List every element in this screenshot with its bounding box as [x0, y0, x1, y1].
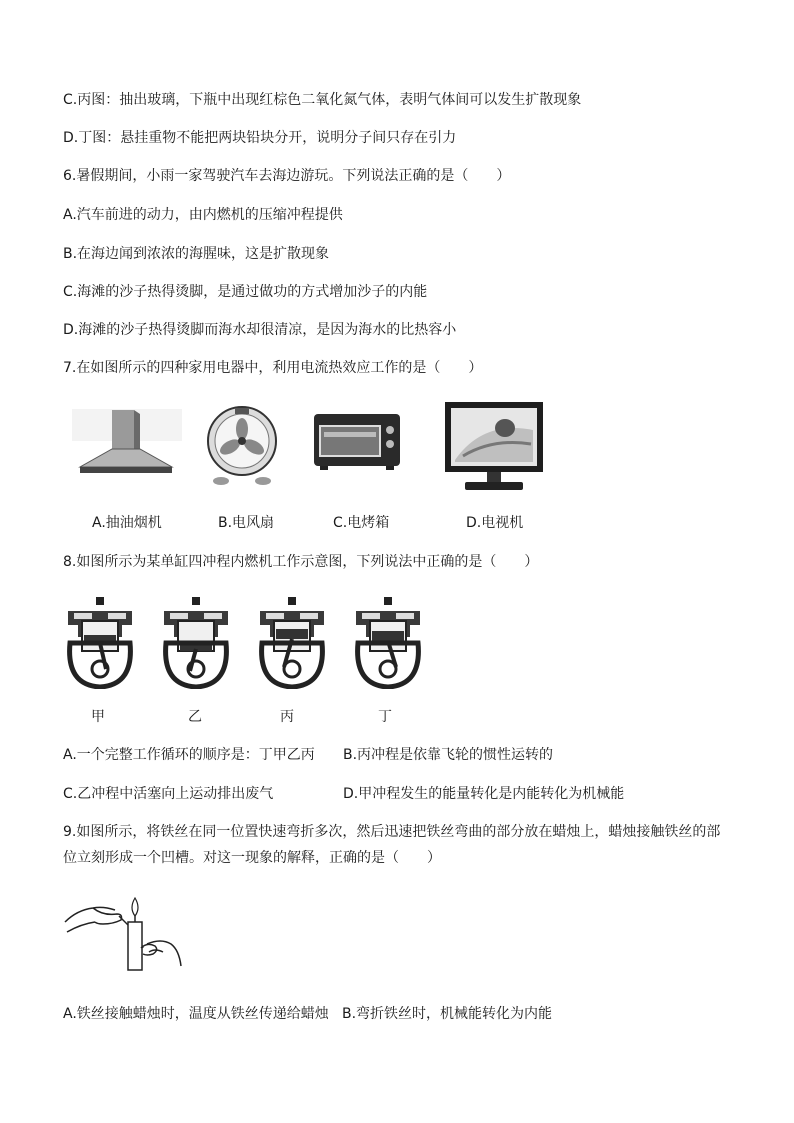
engine-stroke-bing [256, 597, 328, 689]
question-7: 7.在如图所示的四种家用电器中，利用电流热效应工作的是（ ） [63, 360, 483, 376]
appliance-label-b: B.电风扇 [218, 515, 275, 531]
candle-wire-figure [63, 888, 185, 980]
engine-stroke-ding [352, 597, 424, 689]
engine-stroke-jia [64, 597, 136, 689]
question-6: 6.暑假期间，小雨一家驾驶汽车去海边游玩。下列说法正确的是（ ） [63, 168, 511, 184]
appliance-label-c: C.电烤箱 [333, 515, 390, 531]
appliance-label-d: D.电视机 [466, 515, 524, 531]
engine-label-bing: 丙 [280, 709, 294, 725]
q8-option-d: D.甲冲程发生的能量转化是内能转化为机械能 [343, 786, 625, 802]
q6-option-b: B.在海边闻到浓浓的海腥味，这是扩散现象 [63, 246, 330, 262]
electric-fan-figure [205, 403, 280, 488]
q6-option-a: A.汽车前进的动力，由内燃机的压缩冲程提供 [63, 207, 343, 223]
q8-option-b: B.丙冲程是依靠飞轮的惯性运转的 [343, 747, 554, 763]
range-hood-figure [72, 405, 182, 480]
electric-oven-figure [312, 410, 404, 472]
option-c-bing: C.丙图：抽出玻璃，下瓶中出现红棕色二氧化氮气体，表明气体间可以发生扩散现象 [63, 92, 582, 108]
q8-option-c: C.乙冲程中活塞向上运动排出废气 [63, 786, 274, 802]
question-9-line-2: 位立刻形成一个凹槽。对这一现象的解释，正确的是（ ） [63, 850, 441, 866]
question-9-line-1: 9.如图所示，将铁丝在同一位置快速弯折多次，然后迅速把铁丝弯曲的部分放在蜡烛上，蜡烛接触铁丝的部 [63, 824, 721, 840]
option-d-ding: D.丁图：悬挂重物不能把两块铅块分开，说明分子间只存在引力 [63, 130, 457, 146]
q8-option-a: A.一个完整工作循环的顺序是：丁甲乙丙 [63, 747, 315, 763]
television-figure [443, 400, 545, 495]
q9-option-b: B.弯折铁丝时，机械能转化为内能 [342, 1006, 553, 1022]
engine-stroke-yi [160, 597, 232, 689]
question-8: 8.如图所示为某单缸四冲程内燃机工作示意图，下列说法中正确的是（ ） [63, 554, 539, 570]
q6-option-c: C.海滩的沙子热得烫脚，是通过做功的方式增加沙子的内能 [63, 284, 428, 300]
q9-option-a: A.铁丝接触蜡烛时，温度从铁丝传递给蜡烛 [63, 1006, 329, 1022]
appliance-label-a: A.抽油烟机 [92, 515, 162, 531]
engine-label-ding: 丁 [378, 709, 392, 725]
engine-label-yi: 乙 [188, 709, 202, 725]
engine-label-jia: 甲 [91, 709, 105, 725]
q6-option-d: D.海滩的沙子热得烫脚而海水却很清凉，是因为海水的比热容小 [63, 322, 457, 338]
